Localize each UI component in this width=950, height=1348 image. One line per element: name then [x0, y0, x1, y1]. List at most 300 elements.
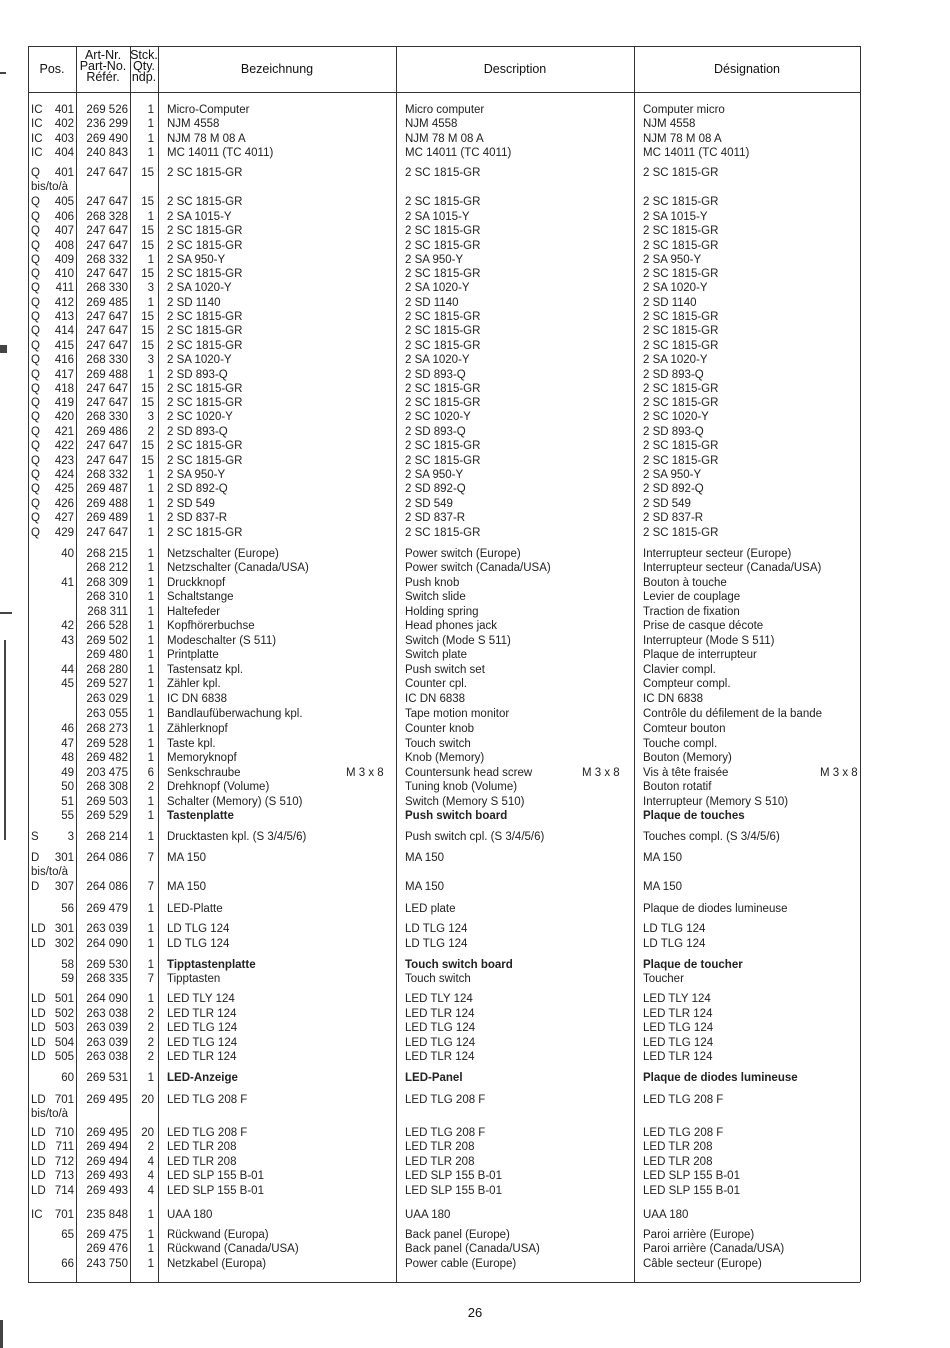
row-pos: 422	[54, 440, 74, 452]
row-prefix: LD	[31, 1094, 46, 1106]
row-art-nr: 269 495	[86, 1094, 128, 1106]
row-description: 2 SC 1815-GR	[405, 397, 481, 409]
row-pos: 408	[54, 240, 74, 252]
row-bezeichnung: 2 SA 950-Y	[167, 469, 226, 481]
row-pos: 421	[54, 426, 74, 438]
row-description: 2 SD 549	[405, 498, 453, 510]
row-bezeichnung: Tipptasten	[167, 973, 221, 985]
row-qty: 15	[141, 240, 154, 252]
row-designation: LED TLY 124	[643, 993, 711, 1005]
row-qty: 2	[147, 1008, 154, 1020]
row-pos: 427	[54, 512, 74, 524]
row-description: LED SLP 155 B-01	[405, 1170, 502, 1182]
table-row	[28, 663, 860, 677]
row-prefix: LD	[31, 1156, 46, 1168]
row-qty: 1	[147, 810, 154, 822]
row-designation: 2 SD 837-R	[643, 512, 704, 524]
table-row	[28, 267, 860, 281]
row-pos: 401	[54, 104, 74, 116]
row-prefix: D	[31, 881, 40, 893]
table-row	[28, 1071, 860, 1085]
row-designation: Touche compl.	[643, 738, 718, 750]
row-art-nr: 269 493	[86, 1185, 128, 1197]
row-description: LD TLG 124	[405, 923, 468, 935]
row-art-nr: 268 308	[86, 781, 128, 793]
scan-edge-mark	[0, 72, 6, 74]
row-pos: 59	[61, 973, 74, 985]
row-art-nr: 269 476	[86, 1243, 128, 1255]
row-bezeichnung: Druckknopf	[167, 577, 226, 589]
row-pos: 403	[54, 133, 74, 145]
row-prefix: Q	[31, 268, 40, 280]
row-description: Touch switch	[405, 738, 471, 750]
row-pos: 409	[54, 254, 74, 266]
row-pos: 711	[55, 1141, 74, 1153]
row-pos: 406	[54, 211, 74, 223]
row-art-nr: 268 335	[86, 973, 128, 985]
row-pos: 423	[54, 455, 74, 467]
row-prefix: Q	[31, 469, 40, 481]
row-bezeichnung: LED TLR 124	[167, 1051, 237, 1063]
table-row	[28, 195, 860, 209]
row-art-nr: 247 647	[86, 397, 128, 409]
row-art-nr: 264 090	[86, 938, 128, 950]
row-pos: 66	[61, 1258, 74, 1270]
row-qty: 1	[147, 938, 154, 950]
row-art-nr: 264 090	[86, 993, 128, 1005]
row-bezeichnung: 2 SA 950-Y	[167, 254, 226, 266]
row-description: Back panel (Canada/USA)	[405, 1243, 540, 1255]
row-designation: 2 SC 1815-GR	[643, 225, 719, 237]
table-row	[28, 992, 860, 1006]
row-pos: 48	[61, 752, 74, 764]
row-art-nr: 240 843	[86, 147, 128, 159]
row-designation: Prise de casque décote	[643, 620, 764, 632]
row-pos: 414	[54, 325, 74, 337]
row-qty: 1	[147, 1243, 154, 1255]
row-description: MA 150	[405, 852, 444, 864]
row-prefix: LD	[31, 1037, 46, 1049]
table-row	[28, 497, 860, 511]
row-designation: Computer micro	[643, 104, 725, 116]
row-pos: 301	[54, 923, 74, 935]
row-art-nr: 264 086	[86, 881, 128, 893]
row-qty: 3	[147, 411, 154, 423]
row-designation: Plaque de diodes lumineuse	[643, 903, 788, 915]
row-pos: 42	[61, 620, 74, 632]
row-description: 2 SC 1815-GR	[405, 440, 481, 452]
row-description: LED plate	[405, 903, 456, 915]
row-qty: 1	[147, 708, 154, 720]
table-row	[28, 368, 860, 382]
table-row	[28, 132, 860, 146]
row-bezeichnung: 2 SA 1020-Y	[167, 282, 232, 294]
row-qty: 1	[147, 959, 154, 971]
row-qty: 7	[147, 852, 154, 864]
row-prefix: Q	[31, 455, 40, 467]
row-description: Counter knob	[405, 723, 475, 735]
table-row	[28, 751, 860, 765]
table-row	[28, 692, 860, 706]
table-row	[28, 1050, 860, 1064]
row-designation: Bouton rotatif	[643, 781, 712, 793]
scan-edge-mark	[0, 345, 7, 353]
row-designation: LED TLR 124	[643, 1051, 713, 1063]
row-description: Counter cpl.	[405, 678, 468, 690]
row-bezeichnung: Zählerknopf	[167, 723, 228, 735]
row-pos: 55	[61, 810, 74, 822]
row-pos: 420	[54, 411, 74, 423]
row-prefix: bis/to/à	[31, 181, 69, 193]
row-prefix: Q	[31, 211, 40, 223]
row-bezeichnung: IC DN 6838	[167, 693, 228, 705]
row-designation: LED TLG 208 F	[643, 1127, 724, 1139]
table-row	[28, 1169, 860, 1183]
row-designation: Plaque de touches	[643, 810, 745, 822]
table-row	[28, 958, 860, 972]
row-designation: Compteur compl.	[643, 678, 731, 690]
row-description: 2 SC 1815-GR	[405, 325, 481, 337]
row-art-nr: 269 488	[86, 369, 128, 381]
row-description: 2 SA 950-Y	[405, 469, 464, 481]
row-bezeichnung: LED SLP 155 B-01	[167, 1170, 264, 1182]
row-prefix: S	[31, 831, 39, 843]
row-designation: 2 SA 1020-Y	[643, 282, 708, 294]
row-bezeichnung: 2 SD 1140	[167, 297, 221, 309]
row-qty: 15	[141, 440, 154, 452]
row-qty: 1	[147, 620, 154, 632]
row-bezeichnung: 2 SC 1815-GR	[167, 196, 243, 208]
row-bezeichnung: 2 SD 837-R	[167, 512, 228, 524]
row-pos: 56	[61, 903, 74, 915]
row-bezeichnung: 2 SC 1815-GR	[167, 340, 243, 352]
row-designation: 2 SA 1020-Y	[643, 354, 708, 366]
row-bezeichnung: 2 SD 893-Q	[167, 369, 228, 381]
row-art-nr: 264 086	[86, 852, 128, 864]
row-art-nr: 268 332	[86, 469, 128, 481]
row-art-nr: 269 494	[86, 1141, 128, 1153]
row-description: LED TLR 124	[405, 1008, 475, 1020]
row-description: LED TLG 208 F	[405, 1127, 486, 1139]
row-qty: 15	[141, 383, 154, 395]
row-description: 2 SD 892-Q	[405, 483, 466, 495]
table-row	[28, 766, 860, 780]
row-designation: 2 SC 1815-GR	[643, 196, 719, 208]
row-pos: 49	[61, 767, 74, 779]
row-qty: 15	[141, 340, 154, 352]
row-designation: 2 SC 1815-GR	[643, 527, 719, 539]
row-bezeichnung: Senkschraube	[167, 767, 241, 779]
row-art-nr: 236 299	[86, 118, 128, 130]
row-pos: 713	[54, 1170, 74, 1182]
row-prefix: IC	[31, 1209, 43, 1221]
row-art-nr: 268 332	[86, 254, 128, 266]
row-prefix: Q	[31, 440, 40, 452]
row-bezeichnung: LED TLG 208 F	[167, 1094, 248, 1106]
row-description: Holding spring	[405, 606, 479, 618]
row-prefix: LD	[31, 938, 46, 950]
row-designation: 2 SC 1815-GR	[643, 383, 719, 395]
row-bezeichnung: 2 SA 1020-Y	[167, 354, 232, 366]
row-qty: 1	[147, 562, 154, 574]
row-art-nr: 269 480	[86, 649, 128, 661]
table-row	[28, 239, 860, 253]
row-description: Power switch (Europe)	[405, 548, 521, 560]
row-designation: Interrupteur (Mode S 511)	[643, 635, 775, 647]
row-pos: 419	[54, 397, 74, 409]
table-row	[28, 526, 860, 540]
scan-edge-mark	[0, 612, 12, 614]
row-pos: 415	[54, 340, 74, 352]
row-bezeichnung: 2 SD 892-Q	[167, 483, 228, 495]
row-art-nr: 269 528	[86, 738, 128, 750]
row-art-nr: 263 038	[86, 1051, 128, 1063]
row-art-nr: 269 488	[86, 498, 128, 510]
row-art-nr: 247 647	[86, 383, 128, 395]
row-bezeichnung: Bandlaufüberwachung kpl.	[167, 708, 303, 720]
row-designation: 2 SC 1815-GR	[643, 167, 719, 179]
row-bezeichnung: Drehknopf (Volume)	[167, 781, 270, 793]
row-qty: 1	[147, 254, 154, 266]
row-pos: 429	[54, 527, 74, 539]
row-designation: 2 SC 1815-GR	[643, 340, 719, 352]
row-art-nr: 269 479	[86, 903, 128, 915]
row-designation: 2 SC 1815-GR	[643, 325, 719, 337]
row-description: 2 SA 950-Y	[405, 254, 464, 266]
row-qty: 1	[147, 577, 154, 589]
row-qty: 15	[141, 196, 154, 208]
row-description: Knob (Memory)	[405, 752, 485, 764]
table-row	[28, 648, 860, 662]
row-description: LED TLR 124	[405, 1051, 475, 1063]
row-art-nr: 268 330	[86, 411, 128, 423]
row-art-nr: 268 273	[86, 723, 128, 735]
row-qty: 2	[147, 1037, 154, 1049]
row-pos: 405	[54, 196, 74, 208]
row-art-nr: 263 039	[86, 923, 128, 935]
row-bezeichnung: 2 SD 549	[167, 498, 215, 510]
row-description: Power cable (Europe)	[405, 1258, 517, 1270]
row-designation: Levier de couplage	[643, 591, 741, 603]
row-qty: 4	[147, 1156, 154, 1168]
row-description: 2 SD 893-Q	[405, 369, 466, 381]
row-description: Touch switch board	[405, 959, 513, 971]
row-description: IC DN 6838	[405, 693, 466, 705]
row-prefix: LD	[31, 923, 46, 935]
row-pos: 714	[54, 1185, 74, 1197]
row-pos: 50	[61, 781, 74, 793]
row-bezeichnung: 2 SC 1815-GR	[167, 383, 243, 395]
table-row	[28, 439, 860, 453]
table-row	[28, 425, 860, 439]
row-designation: Interrupteur secteur (Europe)	[643, 548, 792, 560]
row-pos: 407	[54, 225, 74, 237]
row-qty: 1	[147, 738, 154, 750]
row-art-nr: 268 212	[86, 562, 128, 574]
row-description: 2 SA 1020-Y	[405, 282, 470, 294]
row-pos: 712	[54, 1156, 74, 1168]
row-qty: 1	[147, 723, 154, 735]
row-bezeichnung: Micro-Computer	[167, 104, 250, 116]
row-art-nr: 269 487	[86, 483, 128, 495]
table-row	[28, 1107, 860, 1121]
table-row	[28, 117, 860, 131]
table-row	[28, 634, 860, 648]
row-prefix: Q	[31, 483, 40, 495]
row-qty: 15	[141, 167, 154, 179]
row-pos: 3	[67, 831, 74, 843]
row-qty: 2	[147, 1022, 154, 1034]
row-prefix: IC	[31, 118, 43, 130]
row-description: Back panel (Europe)	[405, 1229, 510, 1241]
row-qty: 7	[147, 973, 154, 985]
row-prefix: Q	[31, 527, 40, 539]
row-description: 2 SC 1815-GR	[405, 240, 481, 252]
row-designation: 2 SA 950-Y	[643, 469, 702, 481]
row-art-nr: 269 502	[86, 635, 128, 647]
row-art-nr: 266 528	[86, 620, 128, 632]
row-prefix: Q	[31, 254, 40, 266]
row-pos: 302	[54, 938, 74, 950]
row-bezeichnung: 2 SC 1815-GR	[167, 527, 243, 539]
row-bezeichnung: 2 SC 1815-GR	[167, 225, 243, 237]
table-row	[28, 851, 860, 865]
row-bezeichnung: Printplatte	[167, 649, 219, 661]
row-bezeichnung: 2 SD 893-Q	[167, 426, 228, 438]
scan-edge-mark	[0, 1320, 3, 1348]
parts-table	[28, 46, 860, 1282]
table-row	[28, 253, 860, 267]
row-qty: 2	[147, 426, 154, 438]
row-qty: 15	[141, 397, 154, 409]
row-bezeichnung: LED TLG 208 F	[167, 1127, 248, 1139]
row-prefix: LD	[31, 1170, 46, 1182]
row-pos: 58	[61, 959, 74, 971]
row-description-dim: M 3 x 8	[582, 767, 620, 779]
row-art-nr: 247 647	[86, 440, 128, 452]
table-row	[28, 619, 860, 633]
table-row	[28, 922, 860, 936]
row-qty: 1	[147, 1072, 154, 1084]
row-qty: 15	[141, 225, 154, 237]
row-art-nr: 269 529	[86, 810, 128, 822]
row-art-nr: 269 531	[86, 1072, 128, 1084]
row-prefix: LD	[31, 993, 46, 1005]
row-bezeichnung: 2 SC 1020-Y	[167, 411, 233, 423]
row-prefix: Q	[31, 383, 40, 395]
row-art-nr: 269 503	[86, 796, 128, 808]
row-art-nr: 269 482	[86, 752, 128, 764]
row-prefix: LD	[31, 1127, 46, 1139]
row-bezeichnung: MC 14011 (TC 4011)	[167, 147, 274, 159]
row-designation: 2 SA 1015-Y	[643, 211, 708, 223]
row-pos: 502	[54, 1008, 74, 1020]
row-designation: LED TLR 208	[643, 1156, 713, 1168]
row-pos: 410	[54, 268, 74, 280]
table-bottom-border	[28, 1282, 860, 1283]
table-row	[28, 780, 860, 794]
row-bezeichnung: LD TLG 124	[167, 938, 230, 950]
row-description: NJM 4558	[405, 118, 458, 130]
row-prefix: Q	[31, 397, 40, 409]
row-art-nr: 247 647	[86, 325, 128, 337]
row-pos: 301	[54, 852, 74, 864]
row-qty: 1	[147, 635, 154, 647]
table-row	[28, 339, 860, 353]
row-description: LED TLR 208	[405, 1141, 475, 1153]
row-qty: 1	[147, 1258, 154, 1270]
table-row	[28, 972, 860, 986]
row-qty: 2	[147, 781, 154, 793]
row-pos: 51	[61, 796, 74, 808]
row-qty: 15	[141, 268, 154, 280]
row-qty: 1	[147, 903, 154, 915]
row-prefix: LD	[31, 1022, 46, 1034]
row-prefix: LD	[31, 1141, 46, 1153]
row-description: Switch plate	[405, 649, 468, 661]
row-art-nr: 269 494	[86, 1156, 128, 1168]
row-designation: LED TLG 124	[643, 1022, 714, 1034]
table-row	[28, 830, 860, 844]
row-art-nr: 268 311	[87, 606, 128, 618]
row-qty: 1	[147, 1229, 154, 1241]
row-art-nr: 269 493	[86, 1170, 128, 1182]
row-designation: Paroi arrière (Europe)	[643, 1229, 755, 1241]
table-row	[28, 296, 860, 310]
row-pos: 701	[54, 1209, 74, 1221]
row-description: Push knob	[405, 577, 460, 589]
row-pos: 40	[61, 548, 74, 560]
row-designation: Câble secteur (Europe)	[643, 1258, 762, 1270]
row-description: Switch slide	[405, 591, 466, 603]
row-art-nr: 269 475	[86, 1229, 128, 1241]
row-designation: LD TLG 124	[643, 938, 706, 950]
row-designation: Plaque de interrupteur	[643, 649, 757, 661]
row-art-nr: 247 647	[86, 240, 128, 252]
row-pos: 307	[54, 881, 74, 893]
row-designation: 2 SD 892-Q	[643, 483, 704, 495]
table-row	[28, 281, 860, 295]
row-description: 2 SC 1815-GR	[405, 268, 481, 280]
row-description: 2 SC 1020-Y	[405, 411, 471, 423]
table-row	[28, 865, 860, 879]
row-bezeichnung: UAA 180	[167, 1209, 213, 1221]
row-prefix: Q	[31, 282, 40, 294]
row-description: Push switch board	[405, 810, 508, 822]
row-bezeichnung: Zähler kpl.	[167, 678, 221, 690]
row-description: 2 SD 1140	[405, 297, 459, 309]
table-row	[28, 1228, 860, 1242]
row-prefix: Q	[31, 297, 40, 309]
header-description: Description	[483, 62, 547, 76]
row-qty: 1	[147, 664, 154, 676]
row-bezeichnung: Taste kpl.	[167, 738, 216, 750]
row-qty: 1	[147, 297, 154, 309]
row-pos: 424	[54, 469, 74, 481]
row-description: Switch (Memory S 510)	[405, 796, 525, 808]
row-qty: 15	[141, 455, 154, 467]
row-description: NJM 78 M 08 A	[405, 133, 484, 145]
row-designation: LED TLG 124	[643, 1037, 714, 1049]
row-bezeichnung: LED TLR 208	[167, 1156, 237, 1168]
row-description: 2 SC 1815-GR	[405, 196, 481, 208]
row-art-nr: 243 750	[86, 1258, 128, 1270]
row-designation: 2 SC 1815-GR	[643, 311, 719, 323]
row-art-nr: 247 647	[86, 268, 128, 280]
table-row	[28, 396, 860, 410]
row-bezeichnung: Netzkabel (Europa)	[167, 1258, 267, 1270]
row-qty: 1	[147, 678, 154, 690]
